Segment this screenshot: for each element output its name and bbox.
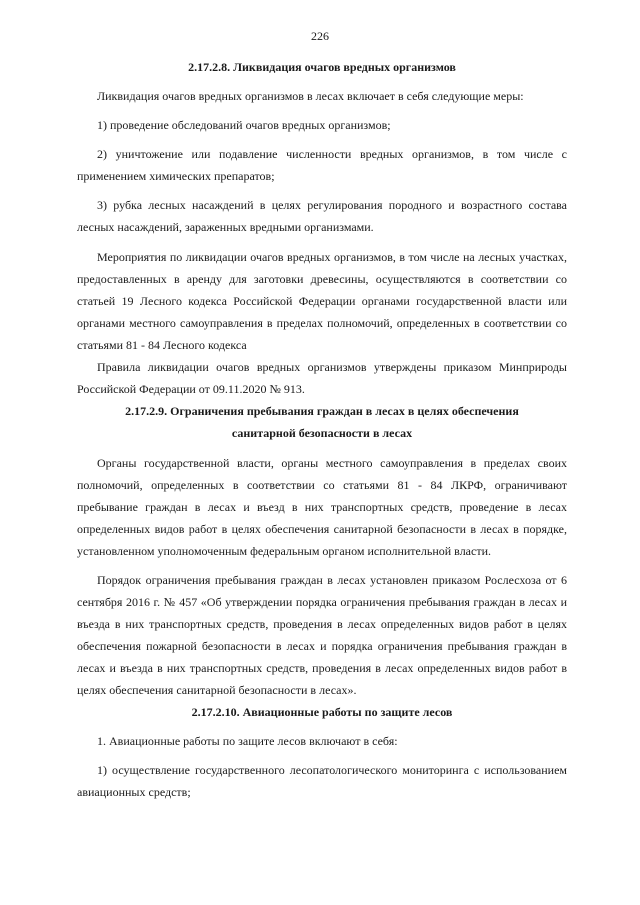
list-item: 3) рубка лесных насаждений в целях регулирования породного и возрастного состава лесных насаждений, зараженных вредными организмами. [77, 198, 567, 234]
list-item: 2) уничтожение или подавление численности вредных организмов, в том числе с применением химических препаратов; [77, 147, 567, 183]
list-item: 1) осуществление государственного лесопатологического мониторинга с использованием авиационных средств; [77, 763, 567, 799]
section-heading-2-17-2-9: 2.17.2.9. Ограничения пребывания граждан в лесах в целях обеспечения [125, 404, 519, 418]
document-body [77, 56, 567, 803]
paragraph: Мероприятия по ликвидации очагов вредных организмов, в том числе на лесных участках, предоставленных в аренду для заготовки древесины, осуществляются в соответствии со статьей 19 Лесного кодекса Российской Федерации органами государственной власти или органами местного самоуправления в пределах полномочий, определенных в соответствии со статьями 81 - 84 Лесного кодекса [77, 250, 567, 352]
section-heading-2-17-2-8: 2.17.2.8. Ликвидация очагов вредных организмов [188, 60, 456, 74]
section-heading-2-17-2-9-continued: санитарной безопасности в лесах [231, 426, 413, 440]
page-number: 226 [311, 29, 329, 43]
list-item: 1) проведение обследований очагов вредных организмов; [97, 118, 391, 132]
paragraph: Ликвидация очагов вредных организмов в лесах включает в себя следующие меры: [97, 89, 524, 103]
paragraph: 1. Авиационные работы по защите лесов включают в себя: [97, 734, 398, 748]
paragraph: Органы государственной власти, органы местного самоуправления в пределах своих полномочий, определенных в соответствии со статьями 81 - 84 ЛКРФ, ограничивают пребывание граждан в лесах и въезд в них транспортных средств, проведение в лесах определенных видов работ в целях обеспечения санитарной безопасности в лесах в порядке, установленном уполномоченным федеральным органом исполнительной власти. [77, 456, 567, 558]
paragraph: Порядок ограничения пребывания граждан в лесах установлен приказом Рослесхоза от 6 сентября 2016 г. № 457 «Об утверждении порядка ограничения пребывания граждан в лесах и въезда в них транспортных средств, проведения в лесах определенных видов работ в целях обеспечения пожарной безопасности в лесах и порядка ограничения пребывания граждан в лесах и въезда в них транспортных средств, проведения в лесах определенных видов работ в целях обеспечения санитарной безопасности в лесах». [77, 573, 567, 697]
paragraph: Правила ликвидации очагов вредных организмов утверждены приказом Минприроды Российской Федерации от 09.11.2020 № 913. [77, 360, 567, 396]
section-heading-2-17-2-10: 2.17.2.10. Авиационные работы по защите лесов [191, 705, 453, 719]
